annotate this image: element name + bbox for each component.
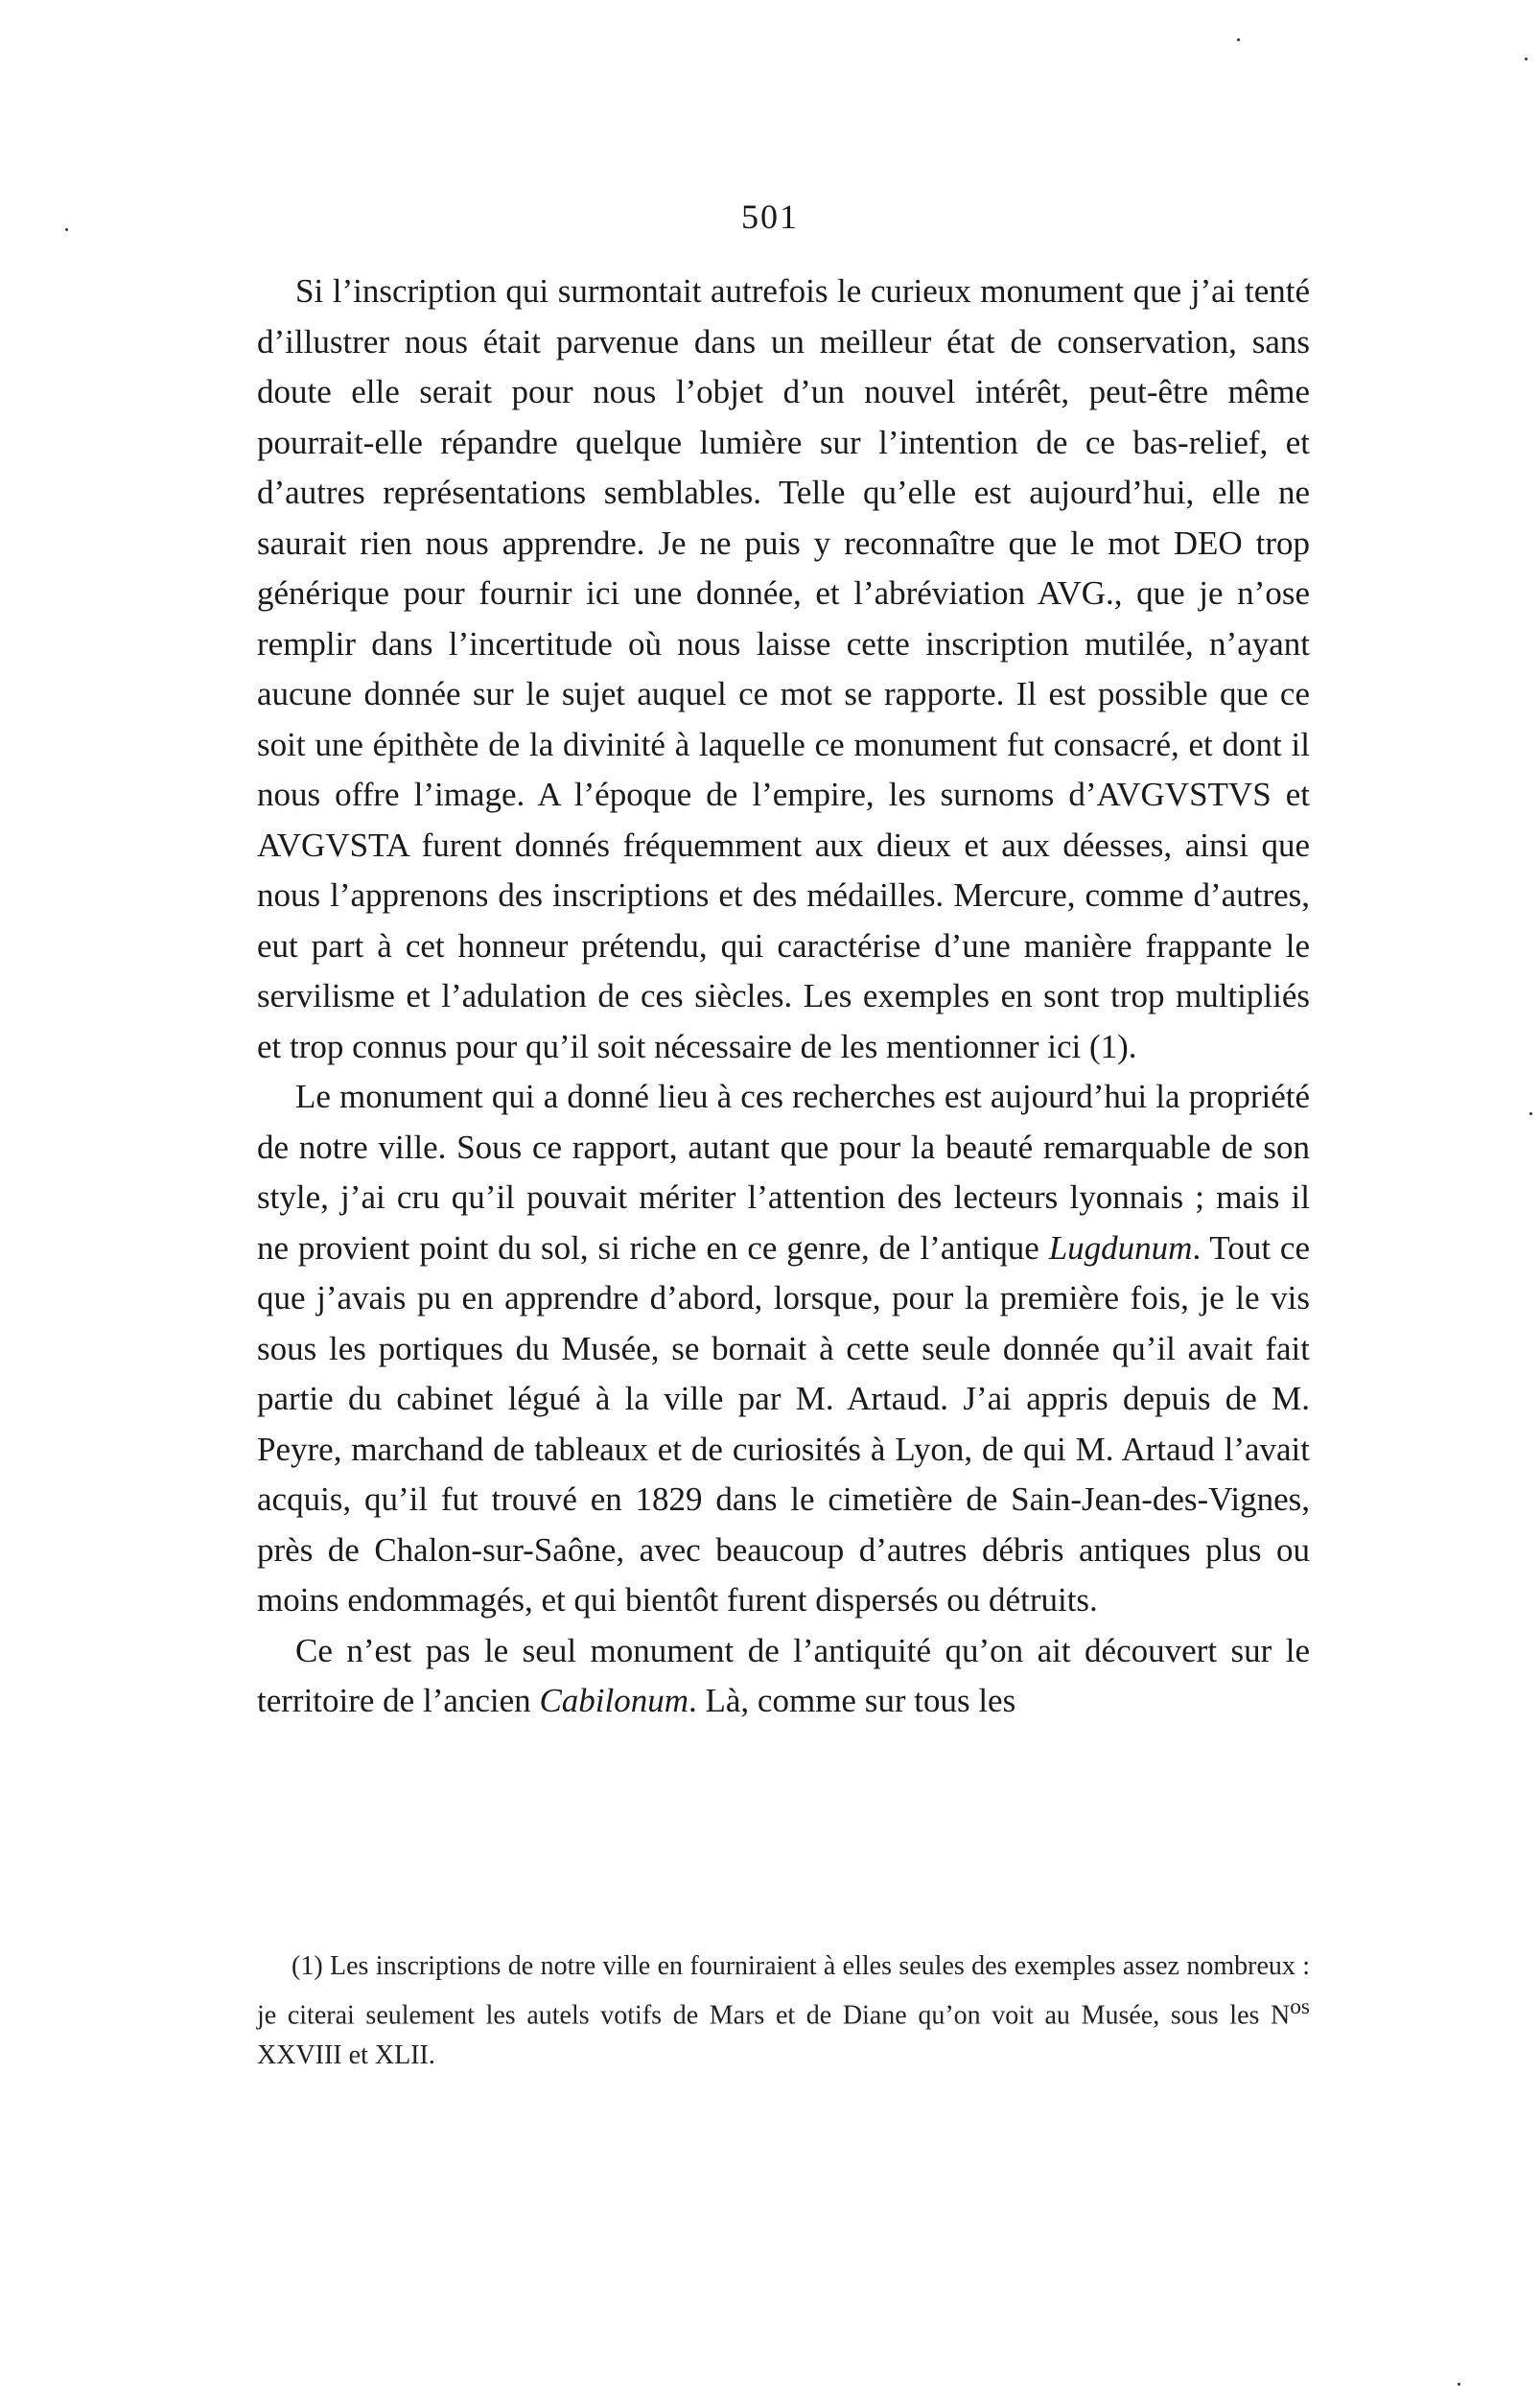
paragraph-3-text-a: Ce n’est pas le seul monument de l’antiquité qu’on ait découvert sur le territoire de l’ancien xyxy=(257,1631,1310,1719)
paragraph-3-italic: Cabilonum xyxy=(539,1682,689,1719)
page-number: 501 xyxy=(741,198,799,236)
footnote-paragraph xyxy=(257,1946,1310,2076)
paragraph-2-italic: Lugdunum xyxy=(1048,1228,1193,1267)
paragraph-2 xyxy=(257,1072,1310,1626)
paragraph-3 xyxy=(257,1626,1310,1727)
ink-speck xyxy=(1237,38,1240,41)
paragraph-3-text-b: . Là, comme sur tous les xyxy=(688,1682,1016,1719)
paragraph-2-text-a: Le monument qui a donné lieu à ces recherches est aujourd’hui la propriété de notre ville. Sous ce rapport, autant que pour la beauté remarquable de son style, j’ai cru qu’il pouvait mériter l’attention des lecteurs lyonnais ; mais il ne provient point du sol, si riche en ce genre, de l’antique xyxy=(257,1078,1310,1267)
ink-speck xyxy=(1525,58,1528,60)
body-text xyxy=(257,267,1310,1727)
ink-speck xyxy=(1529,1112,1532,1115)
paragraph-1: Si l’inscription qui surmontait autrefois le curieux monument que j’ai tenté d’illustrer nous était parvenue dans un meilleur état de conservation, sans doute elle serait pour nous l’objet d’un nouvel intérêt, peut-être même pourrait-elle répandre quelque lumière sur l’intention de ce bas-relief, et d’autres représentations semblables. Telle qu’elle est aujourd’hui, elle ne saurait rien nous apprendre. Je ne puis y reconnaître que le mot DEO trop générique pour fournir ici une donnée, et l’abréviation AVG., que je n’ose remplir dans l’incertitude où nous laisse cette inscription mutilée, n’ayant aucune donnée sur le sujet auquel ce mot se rapporte. Il est possible que ce soit une épithète de la divinité à laquelle ce monument fut consacré, et dont il nous offre l’image. A l’époque de l’empire, les surnoms d’AVGVSTVS et AVGVSTA furent donnés fréquemment aux dieux et aux déesses, ainsi que nous l’apprenons des inscriptions et des médailles. Mercure, comme d’autres, eut part à cet honneur prétendu, qui caractérise d’une manière frappante le servilisme et l’adulation de ces siècles. Les exemples en sont trop multipliés et trop connus pour qu’il soit nécessaire de les mentionner ici (1). xyxy=(257,272,1310,1065)
footnote-text: (1) Les inscriptions de notre ville en fourniraient à elles seules des exemples assez nombreux : je citerai seulement les autels votifs de Mars et de Diane qu’on voit au Musée, sous les N xyxy=(257,1951,1310,2031)
footnote-superscript: os xyxy=(1290,1994,1310,2019)
ink-speck xyxy=(1458,2383,1460,2386)
paragraph-2-text-b: . Tout ce que j’avais pu en apprendre d’abord, lorsque, pour la première fois, je le vis sous les portiques du Musée, se bornait à cette seule donnée qu’il avait fait partie du cabinet légué à la ville par M. Artaud. J’ai appris depuis de M. Peyre, marchand de tableaux et de curiosités à Lyon, de qui M. Artaud l’avait acquis, qu’il fut trouvé en 1829 dans le cimetière de Sain-Jean-des-Vignes, près de Chalon-sur-Saône, avec beaucoup d’autres débris antiques plus ou moins endommagés, et qui bientôt furent dispersés ou détruits. xyxy=(257,1228,1310,1619)
footnote xyxy=(257,1946,1310,2076)
footnote-text-end: XXVIII et XLII. xyxy=(257,2040,435,2071)
ink-speck xyxy=(65,228,68,231)
